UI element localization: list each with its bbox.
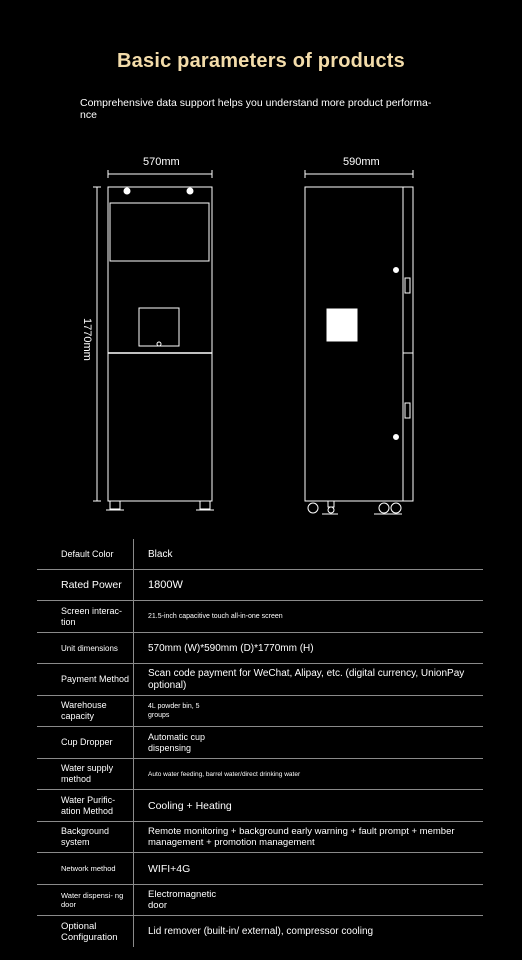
table-row (37, 696, 483, 727)
table-row (37, 570, 483, 601)
side-view-machine (305, 187, 413, 514)
front-width-label: 570mm (143, 156, 180, 168)
spec-label: Screen interac- tion (61, 605, 123, 627)
spec-value: Scan code payment for WeChat, Alipay, etc. (digital currency, UnionPay optional) (148, 667, 465, 691)
spec-value: WIFI+4G (148, 862, 191, 875)
spec-value: Black (148, 548, 173, 560)
spec-value: Cooling + Heating (148, 799, 232, 812)
spec-label: Optional Configuration (61, 920, 118, 943)
specs-table (37, 539, 483, 947)
table-row (37, 916, 483, 947)
front-screen (110, 203, 209, 261)
table-row (37, 539, 483, 570)
spec-value: 4L powder bin, 5 groups (148, 703, 200, 719)
side-panel-window (327, 309, 357, 341)
table-row (37, 633, 483, 664)
table-row (37, 853, 483, 885)
spec-value: Remote monitoring + background early warning + fault prompt + member management + promotion management (148, 826, 455, 848)
spec-label: Background system (61, 826, 110, 847)
spec-value: Automatic cup dispensing (148, 731, 206, 753)
spec-value: 570mm (W)*590mm (D)*1770mm (H) (148, 642, 314, 654)
table-row (37, 727, 483, 759)
table-row (37, 885, 483, 916)
spec-label: Payment Method (61, 674, 130, 684)
table-row (37, 601, 483, 633)
spec-value: 21.5-inch capacitive touch all-in-one screen (148, 613, 283, 620)
spec-label: Unit dimensions (61, 643, 118, 653)
spec-value: Lid remover (built-in/ external), compressor cooling (148, 925, 374, 937)
side-depth-label: 590mm (343, 156, 380, 168)
spec-value: Auto water feeding, barrel water/direct drinking water (148, 770, 301, 778)
spec-label: Default Color (61, 548, 114, 559)
spec-label: Water dispensi- ng door (61, 891, 124, 909)
spec-label: Network method (61, 864, 116, 873)
spec-label: Cup Dropper (61, 737, 113, 747)
table-row (37, 790, 483, 822)
table-row (37, 664, 483, 696)
spec-label: Water Purific- ation Method (61, 794, 116, 816)
spec-value: Electromagnetic door (148, 889, 217, 911)
spec-label: Warehouse capacity (61, 700, 107, 721)
spec-label: Rated Power (61, 578, 122, 591)
table-row (37, 822, 483, 853)
front-view-machine (106, 187, 214, 510)
dispensing-window (139, 308, 179, 346)
spec-label: Water supply method (61, 763, 114, 784)
table-row (37, 759, 483, 790)
page-title: Basic parameters of products (117, 50, 405, 72)
page-subtitle: Comprehensive data support helps you understand more product performa- nce (80, 97, 432, 121)
spec-value: 1800W (148, 579, 183, 591)
height-label: 1770mm (81, 318, 93, 361)
